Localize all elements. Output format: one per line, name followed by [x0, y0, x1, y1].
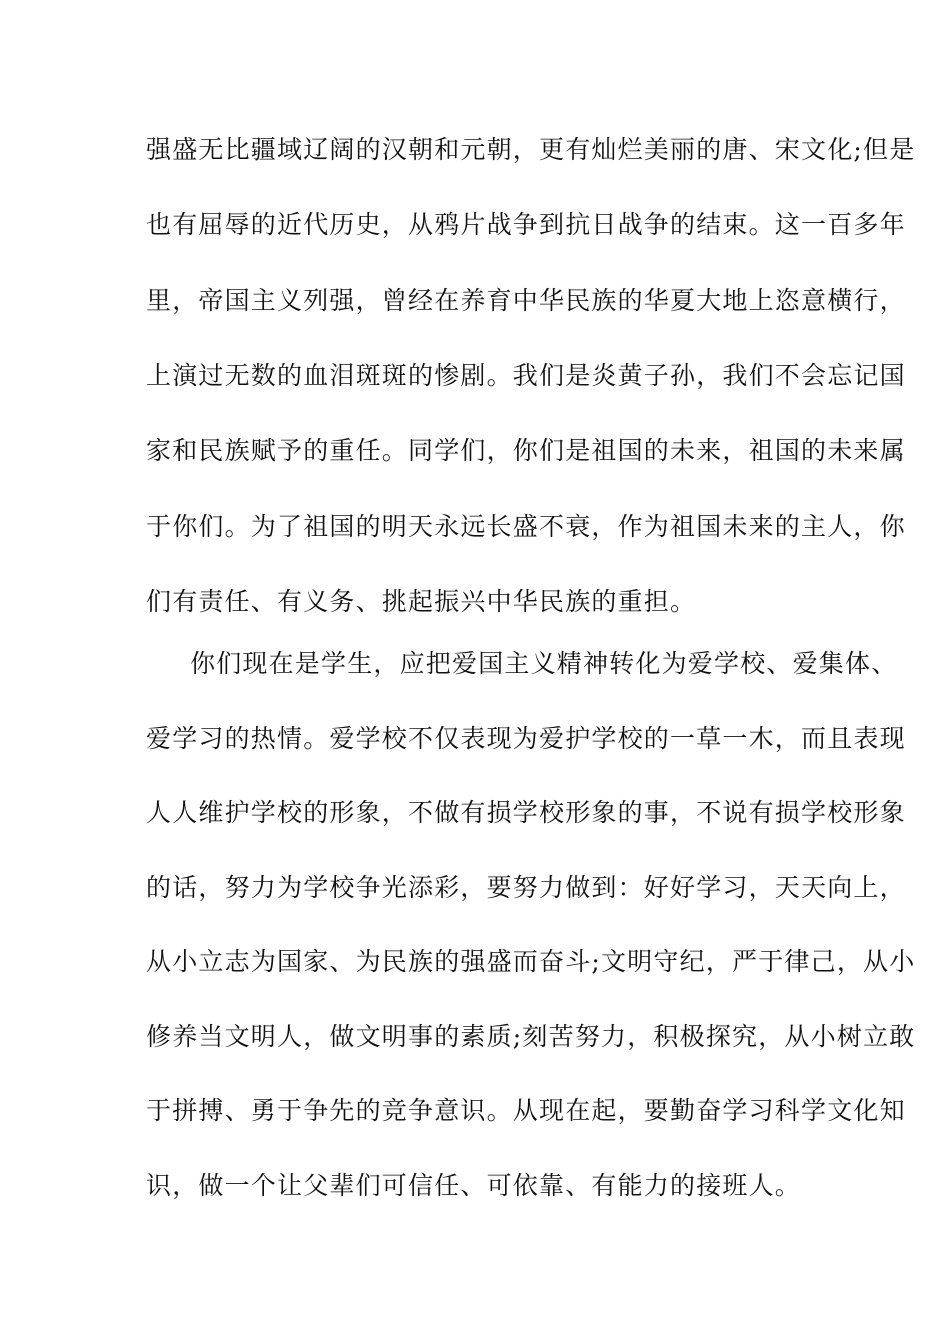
- text-line: 识，做一个让父辈们可信任、可依靠、有能力的接班人。: [146, 1171, 802, 1200]
- text-line: 也有屈辱的近代历史，从鸦片战争到抗日战争的结束。这一百多年: [146, 210, 906, 239]
- text-line: 上演过无数的血泪斑斑的惨剧。我们是炎黄子孙，我们不会忘记国: [146, 361, 906, 390]
- text-line: 们有责任、有义务、挑起振兴中华民族的重担。: [146, 587, 697, 616]
- paragraph-first-line: 你们现在是学生，应把爱国主义精神转化为爱学校、爱集体、: [190, 649, 898, 678]
- text-line: 里，帝国主义列强，曾经在养育中华民族的华夏大地上恣意横行，: [146, 286, 906, 315]
- text-line: 强盛无比疆域辽阔的汉朝和元朝，更有灿烂美丽的唐、宋文化;但是: [146, 135, 916, 164]
- text-line: 于拼搏、勇于争先的竞争意识。从现在起，要勤奋学习科学文化知: [146, 1096, 906, 1125]
- text-line: 从小立志为国家、为民族的强盛而奋斗;文明守纪，严于律己，从小: [146, 947, 916, 976]
- text-line: 修养当文明人，做文明事的素质;刻苦努力，积极探究，从小树立敢: [146, 1022, 916, 1051]
- text-line: 人人维护学校的形象，不做有损学校形象的事，不说有损学校形象: [146, 798, 906, 827]
- text-line: 爱学习的热情。爱学校不仅表现为爱护学校的一草一木，而且表现: [146, 724, 906, 753]
- text-line: 家和民族赋予的重任。同学们，你们是祖国的未来，祖国的未来属: [146, 436, 906, 465]
- text-line: 的话，努力为学校争光添彩，要努力做到：好好学习，天天向上，: [146, 873, 906, 902]
- text-line: 于你们。为了祖国的明天永远长盛不衰，作为祖国未来的主人，你: [146, 512, 906, 541]
